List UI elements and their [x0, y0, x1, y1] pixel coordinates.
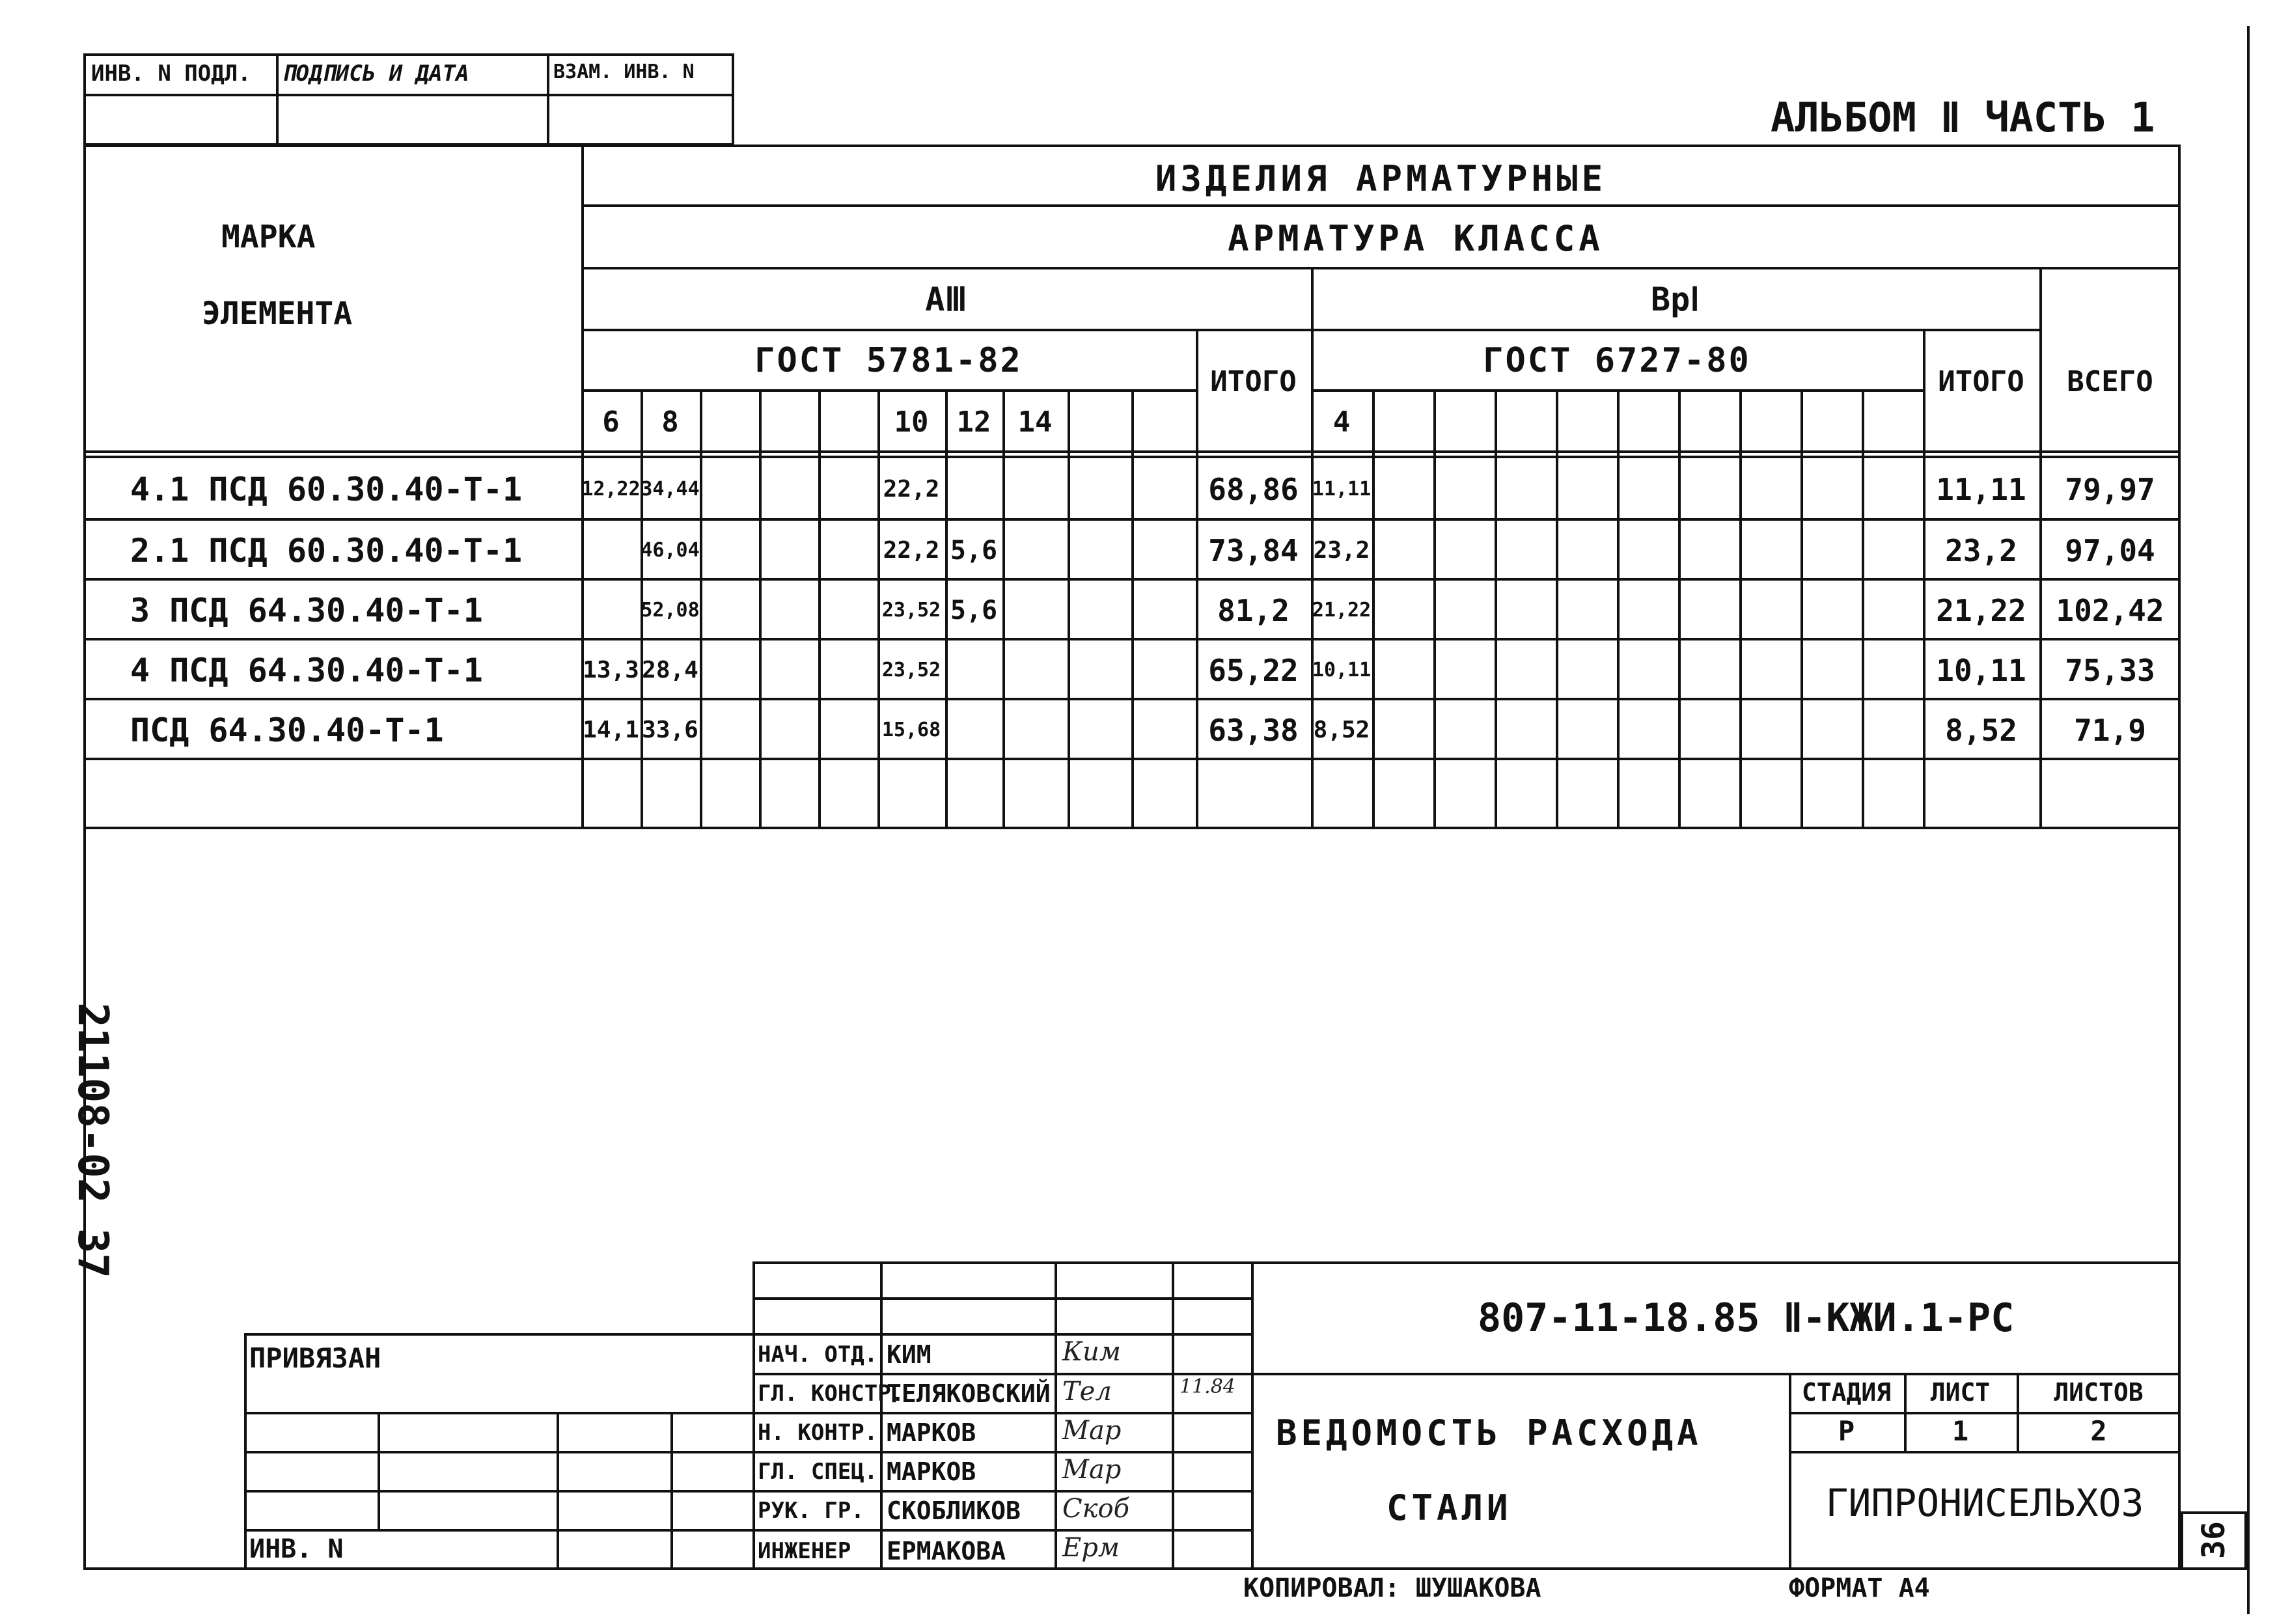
cell-b-total: 11,11 — [1936, 472, 2026, 507]
cell-b-total: 21,22 — [1936, 593, 2026, 628]
stamp-inv-podl: ИНВ. N ПОДЛ. — [91, 61, 251, 87]
doc-code: 807-11-18.85 Ⅱ-КЖИ.1-РС — [1478, 1295, 2015, 1341]
cell-total: 97,04 — [2065, 533, 2155, 568]
cell-b: 21,22 — [1312, 599, 1372, 622]
cell-a: 28,4 — [642, 657, 698, 683]
stamp-podpis-data: ПОДПИСЬ И ДАТА — [283, 61, 469, 87]
mark-header-2: ЭЛЕМЕНТА — [202, 296, 353, 332]
cell-a: 13,3 — [583, 657, 639, 683]
signature: Ерм — [1062, 1533, 1120, 1563]
role-name: КИМ — [887, 1340, 931, 1369]
diam-a-5: 10 — [894, 406, 929, 439]
mark-header-1: МАРКА — [221, 219, 316, 255]
class-a: АⅢ — [925, 281, 967, 318]
row-mark: 2.1 ПСД 60.30.40-Т-1 — [130, 532, 523, 570]
signature: Мар — [1062, 1455, 1122, 1485]
list-label: ЛИСТ — [1930, 1378, 1991, 1407]
role-label: ГЛ. КОНСТР. — [758, 1381, 905, 1407]
role-name: ЕРМАКОВА — [887, 1536, 1006, 1565]
diam-a-6: 12 — [956, 406, 991, 439]
signature: Тел — [1062, 1377, 1112, 1407]
cell-b: 10,11 — [1312, 659, 1372, 681]
signature: Мар — [1062, 1416, 1122, 1446]
cell-a: 14,1 — [583, 717, 639, 743]
row-mark: ПСД 64.30.40-Т-1 — [130, 711, 444, 749]
cell-total: 71,9 — [2074, 713, 2146, 748]
cell-a-total: 73,84 — [1208, 533, 1299, 568]
role-label: Н. КОНТР. — [758, 1420, 878, 1446]
signature: Ким — [1062, 1337, 1121, 1367]
gost-a: ГОСТ 5781-82 — [754, 341, 1023, 380]
cell-a: 22,2 — [883, 537, 940, 564]
cell-a: 34,44 — [641, 478, 700, 501]
gost-b: ГОСТ 6727-80 — [1483, 341, 1751, 380]
diam-a-0: 6 — [602, 406, 620, 439]
inv-n-label: ИНВ. N — [249, 1534, 344, 1564]
row-mark: 4 ПСД 64.30.40-Т-1 — [130, 652, 483, 689]
role-label: НАЧ. ОТД. — [758, 1341, 878, 1368]
cell-a: 23,52 — [881, 599, 941, 622]
role-label: РУК. ГР. — [758, 1498, 864, 1524]
diam-b-0: 4 — [1332, 406, 1351, 439]
stadiya-label: СТАДИЯ — [1801, 1378, 1892, 1407]
diam-a-7: 14 — [1017, 406, 1053, 439]
row-mark: 4.1 ПСД 60.30.40-Т-1 — [130, 471, 523, 508]
cell-b: 8,52 — [1313, 717, 1370, 743]
cell-a: 52,08 — [641, 599, 700, 622]
cell-a-total: 81,2 — [1217, 593, 1290, 628]
format-label: ФОРМАТ А4 — [1789, 1573, 1930, 1603]
cell-a: 23,52 — [881, 659, 941, 681]
page-number: 36 — [2196, 1521, 2232, 1559]
cell-a: 12,22 — [581, 478, 641, 501]
class-title: АРМАТУРА КЛАССА — [1228, 218, 1604, 259]
cell-total: 102,42 — [2056, 593, 2164, 628]
role-name: МАРКОВ — [887, 1457, 976, 1486]
cell-a-total: 68,86 — [1208, 472, 1299, 507]
album-label: АЛЬБОМ Ⅱ ЧАСТЬ 1 — [1771, 94, 2155, 141]
copied-by: КОПИРОВАЛ: ШУШАКОВА — [1243, 1573, 1541, 1603]
signature: Скоб — [1062, 1494, 1129, 1524]
row-mark: 3 ПСД 64.30.40-Т-1 — [130, 592, 483, 629]
cell-a: 5,6 — [950, 596, 998, 626]
cell-b-total: 23,2 — [1945, 533, 2017, 568]
role-name: МАРКОВ — [887, 1418, 976, 1447]
cell-a: 22,2 — [883, 476, 940, 502]
diam-a-1: 8 — [661, 406, 679, 439]
cell-a: 33,6 — [642, 717, 698, 743]
stadiya-value: Р — [1838, 1415, 1855, 1447]
role-label: ГЛ. СПЕЦ. — [758, 1459, 878, 1485]
doc-title-1: ВЕДОМОСТЬ РАСХОДА — [1276, 1412, 1702, 1453]
stamp-vzam-inv: ВЗАМ. ИНВ. N — [553, 61, 695, 83]
vsego-header: ВСЕГО — [2067, 365, 2153, 398]
class-b: ВрⅠ — [1651, 281, 1700, 318]
cell-a-total: 65,22 — [1208, 653, 1299, 688]
side-note: 21108-02 37 — [68, 1002, 117, 1278]
cell-total: 75,33 — [2065, 653, 2155, 688]
cell-b-total: 10,11 — [1936, 653, 2026, 688]
cell-b: 11,11 — [1312, 478, 1372, 501]
listov-value: 2 — [2090, 1415, 2107, 1447]
privyazan-label: ПРИВЯЗАН — [249, 1342, 381, 1374]
listov-label: ЛИСТОВ — [2054, 1378, 2144, 1407]
cell-a: 5,6 — [950, 536, 998, 566]
cell-a-total: 63,38 — [1208, 713, 1299, 748]
cell-total: 79,97 — [2065, 472, 2155, 507]
itogo-b-header: ИТОГО — [1938, 365, 2024, 398]
doc-title-2: СТАЛИ — [1386, 1487, 1512, 1528]
sign-date: 11.84 — [1179, 1375, 1235, 1398]
cell-a: 46,04 — [641, 539, 700, 562]
role-name: ТЕЛЯКОВСКИЙ — [887, 1379, 1051, 1408]
cell-a: 15,68 — [881, 719, 941, 741]
role-name: СКОБЛИКОВ — [887, 1496, 1021, 1525]
group-title: ИЗДЕЛИЯ АРМАТУРНЫЕ — [1155, 158, 1607, 199]
role-label: ИНЖЕНЕР — [758, 1537, 851, 1564]
itogo-a-header: ИТОГО — [1210, 365, 1297, 398]
org-name: ГИПРОНИСЕЛЬХОЗ — [1825, 1481, 2144, 1525]
list-value: 1 — [1952, 1415, 1969, 1447]
cell-b-total: 8,52 — [1945, 713, 2017, 748]
cell-b: 23,2 — [1313, 537, 1370, 564]
